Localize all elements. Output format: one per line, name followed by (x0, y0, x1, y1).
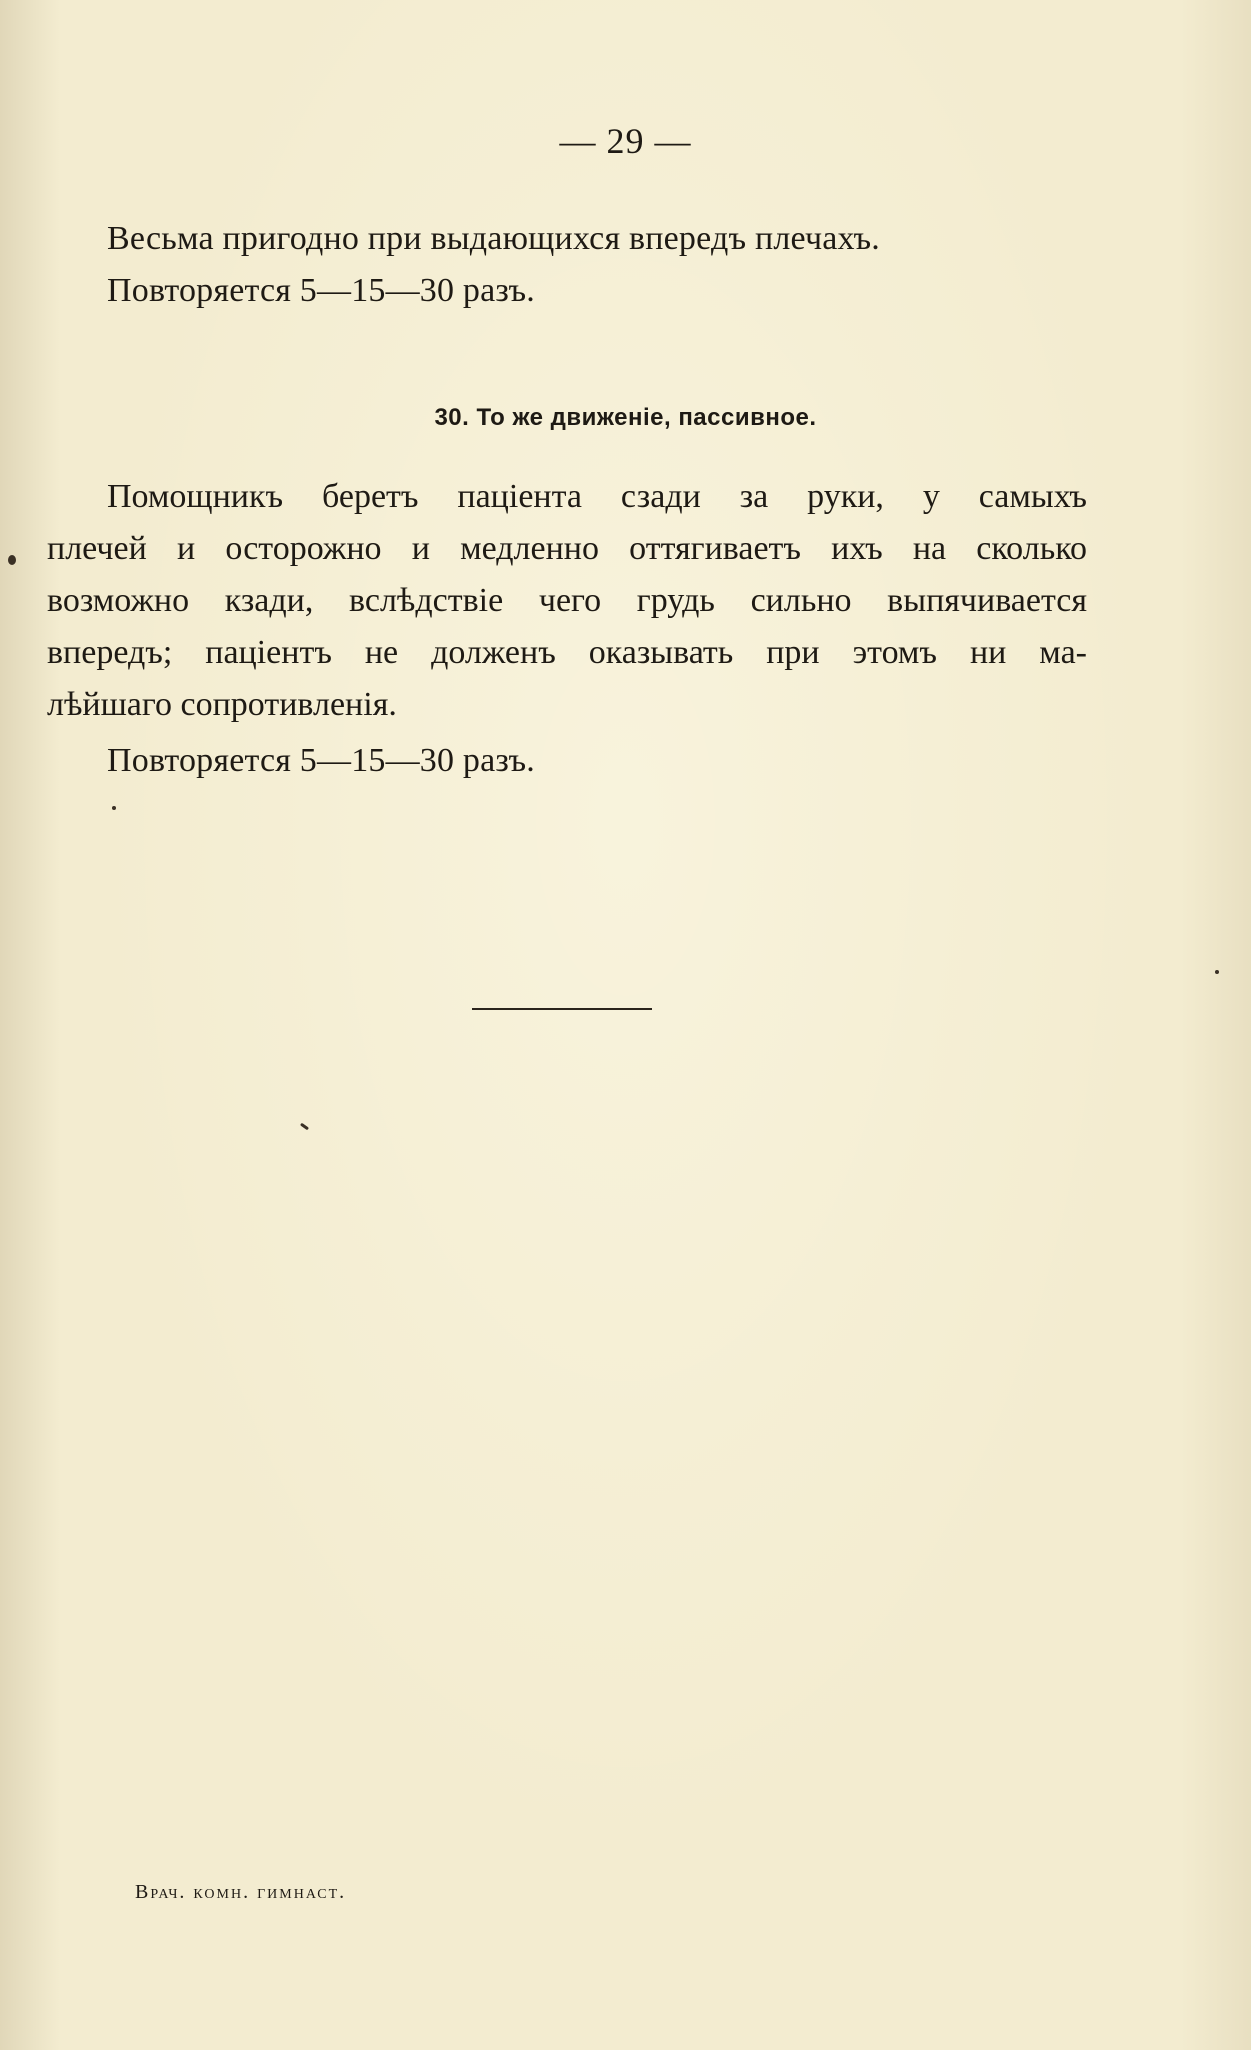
ink-speck (300, 1123, 309, 1131)
repeat-line: Повторяется 5—15—30 разъ. (107, 742, 535, 779)
paragraph-line-1: Помощникъ беретъ паціента сзади за руки, у самыхъ (107, 478, 1087, 515)
intro-line-2: Повторяется 5—15—30 разъ. (107, 272, 535, 309)
section-divider (472, 1008, 652, 1010)
page-number: — 29 — (559, 121, 692, 161)
intro-line-1: Весьма пригодно при выдающихся впередъ плечахъ. (107, 220, 880, 257)
ink-speck (112, 806, 116, 810)
ink-speck (8, 555, 16, 565)
paragraph-line-4: впередъ; паціентъ не долженъ оказывать при этомъ ни ма- (47, 634, 1087, 671)
paragraph-line-5: лѣйшаго сопротивленія. (47, 686, 397, 723)
signature-mark: Врач. комн. гимнаст. (135, 1881, 347, 1903)
ink-speck (1215, 970, 1219, 974)
section-heading: 30. То же движеніе, пассивное. (434, 404, 817, 431)
paragraph-line-3: возможно кзади, вслѣдствіе чего грудь сильно выпячивается (47, 582, 1087, 619)
paragraph-line-2: плечей и осторожно и медленно оттягиваетъ ихъ на сколько (47, 530, 1087, 567)
